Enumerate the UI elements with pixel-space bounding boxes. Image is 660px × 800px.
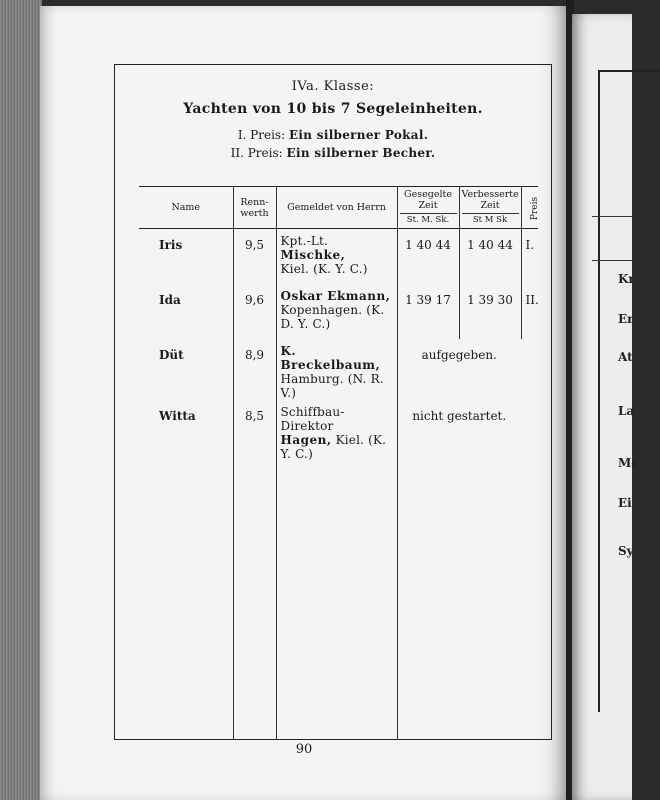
results-table [139,186,538,740]
next-page-fragment: At [618,350,633,364]
result-note: nicht gestartet. [397,400,521,740]
next-page-rule [592,216,632,217]
header-rating [233,187,276,229]
next-page-rule [592,260,632,261]
class-title: IVa. Klasse: [291,79,375,94]
owner-cell [276,339,397,400]
header-corrected-units: St M Sk [462,213,519,226]
sailed-time: 1 39 17 [397,284,459,339]
owner-rest: Kopenhagen. (K. D. Y. C.) [280,303,385,331]
next-page-fragment: Er [618,312,634,326]
rating-value: 9,5 [233,229,276,285]
prize-value: II. [521,284,538,339]
prize-2-text: Ein silberner Becher. [286,146,436,160]
owner-name: Hagen, [280,433,332,447]
corrected-time: 1 40 44 [459,229,521,285]
result-note: aufgegeben. [397,339,521,400]
owner-rest: Kiel. (K. Y. C.) [280,433,387,461]
prize-value: I. [521,229,538,285]
header-name: Name [139,187,233,229]
yacht-name: Witta [159,409,196,423]
page-number: 90 [295,742,313,757]
header-corrected-time-text: Verbesserte Zeit [461,189,519,211]
prize-value [521,400,538,740]
prize-2 [115,146,551,160]
rating-value: 8,5 [233,400,276,740]
owner-rest: Hamburg. (N. R. V.) [280,372,384,400]
next-page-fragment: La [618,404,635,418]
owner-cell [276,400,397,740]
next-page-edge [572,14,639,800]
page-edges-decoration [0,0,42,800]
table-row [139,229,538,285]
header-entered-by: Gemeldet von Herrn [276,187,397,229]
header-prize-text: Preis [529,196,540,220]
next-page-fragment: Ei [618,496,632,510]
table-row [139,400,538,740]
owner-cell [276,229,397,285]
prize-1-label: I. Preis: [237,128,286,142]
next-page-fragment: Mc [618,456,639,470]
header-corrected-time [459,187,521,229]
section-title: Yachten von 10 bis 7 Segeleinheiten. [183,101,483,117]
prize-1 [115,128,551,142]
owner-cell [276,284,397,339]
corrected-time: 1 39 30 [459,284,521,339]
rating-value: 9,6 [233,284,276,339]
rating-value: 8,9 [233,339,276,400]
content-frame [114,64,552,740]
book-page [40,6,568,800]
prize-value [521,339,538,400]
owner-rest: Kiel. (K. Y. C.) [280,262,368,276]
prize-2-label: II. Preis: [230,146,283,160]
owner-prefix: Schiffbau-Direktor [280,405,345,433]
header-sailed-units: St. M. Sk. [400,213,457,226]
header-prize [521,187,538,229]
table-row [139,339,538,400]
next-page-fragment: Kr [618,272,635,286]
header-sailed-time [397,187,459,229]
header-sailed-time-text: Gesegelte Zeit [404,189,452,211]
yacht-name: Ida [159,293,181,307]
yacht-name: Düt [159,348,184,362]
table-header-row [139,187,538,229]
sailed-time: 1 40 44 [397,229,459,285]
owner-prefix: Kpt.-Lt. [280,234,329,248]
header-rating-text: Renn- werth [240,196,269,219]
next-page-fragment: Sy [618,544,634,558]
prize-1-text: Ein silberner Pokal. [288,128,429,142]
owner-name: K. Breckelbaum, [280,344,381,372]
table-row [139,284,538,339]
owner-name: Oskar Ekmann, [280,289,391,303]
owner-name: Mischke, [280,248,346,262]
yacht-name: Iris [159,238,183,252]
next-page-frame [598,70,660,712]
